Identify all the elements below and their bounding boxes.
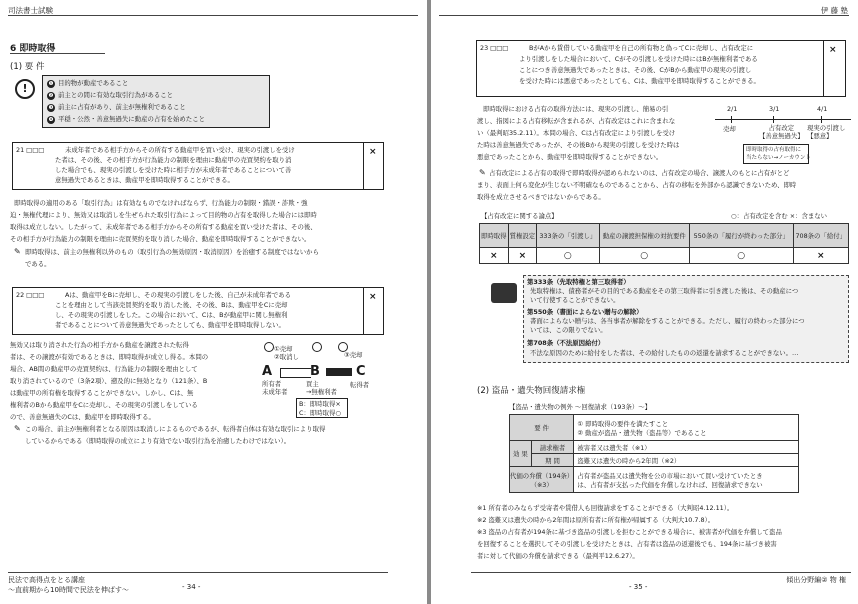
note-icon: ✎ — [479, 168, 486, 177]
left-page: 司法書士試験 6 即時取得 (1) 要 件 ! ❶ 目的物が動産であること ❷ 前主との間に有効な取引行為があること ❸ 前主に占有があり、前主が無権利であること ❹ 平穏・公然・善意無過失に動産の占有を始めたこと 21 □□□ × 未成年者である相手方からその所有する動産甲を買い受け、現実の引渡しを受け た者は、その後、その相手方が行為能力の制限を理由に動産甲の売買契約を取り消 した場合でも、現実の引渡しを受けた時に相手方が未成年者であることについて善 意無過失であるときは、動産甲を即時取得することができる。 即時取得の適用のある「取引行為」は有効なものでなければならず、行為能力の制限・錯誤・詐欺・強 迫・無権代理により、無効又は取消しを生ぜられた取引行為によって目的物の占有を取得した場合には即時 取得は成立しない。したがって、未成年者である相手方からその所有する動産を買い受けた者は、その後、 その相手方が行為能力の制限を理由に売買契約を取り消した場合、動産を即時取得することができない。 ✎ 即時取得は、前主の無権利以外のもの（取引行為の無効原因・取消原因）を治癒する制度ではないから である。 22 □□□ × Aは、動産甲をBに売却し、その現実の引渡しをした後、自己が未成年者である ことを理由として当該売買契約を取り消した後、その後、Bは、動産甲をCに売却 し、その現実の引渡しをした。この場合において、Cは、Bが動産甲に関し無権利 者であることについて善意無過失であったとしても、動産甲を即時取得しない。 無効又は取り消された行為の相手方から動産を譲渡された転得 者は、その譲渡が有効であるときは、即時取得が成立し得る。本問の 場合、AB間の動産甲の売買契約は、行為能力の制限を理由として 取り消されているので（3条2項）、遡及的に無効となり（121条）、B は動産甲の所有権を取得することができない。しかし、Cは、無 権利者のBから動産甲をCに売却し、その現実の引渡しをしている ので、善意無過失のCは、動産甲を即時取得する。 ①売却 ②取消し ③売却 A B C 所有者 未成年者 買主 →無権利者 転得者 B：即時取得× C：即時取得○ ✎ この場合、前主が無権利者となる原因は取消しによるものであるが、転得者自体は有効な取引により取得 しているからである（即時取得の成立により有効でない取引行為を治癒したわけではない）。 民法で高得点をとる講座 ～直前期から10時間で民法を伸ばす～ - 34 - — [0, 0, 427, 604]
arrow-b-c — [326, 368, 352, 376]
diagram-legend: B：即時取得× C：即時取得○ — [296, 398, 348, 418]
book-icon — [491, 283, 517, 303]
table-cell: ○ — [537, 248, 599, 264]
page-number: - 35 - — [629, 583, 648, 591]
table-cell: 被害者又は遺失者（※1） — [574, 441, 799, 454]
footnote: ※1 所有者のみならず受寄者や賃借人も回復請求をすることができる（大判昭4.12.11）。 — [477, 504, 734, 512]
article-text: 書面によらない贈与は、各当事者が解除をすることができる。ただし、履行の終わった部分につ いては、この限りでない。 — [530, 317, 805, 334]
section-title: 6 即時取得 — [10, 44, 56, 54]
requirement-item: ❶ 目的物が動産であること — [48, 79, 129, 87]
answer-mark: × — [369, 147, 377, 157]
article-reference-box — [523, 275, 849, 363]
label-a: A — [262, 364, 273, 379]
footnote: ※3 盗品の占有者が194条に基づき盗品の引渡しを拒むことができる場合に、被害者が代価を弁償して盗品 — [477, 528, 782, 536]
recovery-table: 要 件 ① 即時取得の要件を満たすこと ② 動産が盗品・遺失物（盗品等）であること 効 果 請求権者 被害者又は遺失者（※1） 期 間 盗難又は遺失の時から2年間（※2） 代価の弁償（194条） （※3） 占有者が盗品又は遺失物を公の市場において買い受けていたとき は、占有者が支払った代価を弁償しなければ、回復請求できない — [509, 414, 799, 493]
question-21-box: 21 □□□ × 未成年者である相手方からその所有する動産甲を買い受け、現実の引渡しを受け た者は、その後、その相手方が行為能力の制限を理由に動産甲の売買契約を取り消 した場合でも、現実の引渡しを受けた時に相手方が未成年者であることについて善 意無過失であるときは、動産甲を即時取得することができる。 — [12, 142, 384, 190]
requirement-item: ❷ 前主との間に有効な取引行為があること — [48, 91, 174, 99]
table-cell: ○ — [599, 248, 689, 264]
table-legend: ○：占有改定を含む ×：含まない — [731, 212, 828, 220]
article-title: 第333条（先取特権と第三取得者） — [527, 278, 630, 286]
header-right: 伊 藤 塾 — [820, 6, 848, 15]
explanation-text: 即時取得の適用のある「取引行為」は有効なものでなければならず、行為能力の制限・錯誤・詐欺・強 — [14, 199, 308, 207]
timeline-diagram: 2/1 3/1 4/1 売却 占有改定 【善意無過失】 現実の引渡し 【悪意】 即時取得の占有取得に 当たらない→ノーカウント — [713, 104, 855, 168]
page-number: - 34 - — [182, 583, 201, 591]
table2-title: 【盗品・遺失物の例外 ～回復請求（193条）～】 — [509, 403, 652, 411]
footnote: を回復することを選択してその引渡しを受けたときは、占有者は盗品の返還後でも、194条に基づき被害 — [477, 540, 777, 548]
requirement-item: ❹ 平穏・公然・善意無過失に動産の占有を始めたこと — [48, 115, 205, 123]
table-cell: 盗難又は遺失の時から2年間（※2） — [574, 454, 799, 467]
question-label: 21 □□□ — [16, 146, 45, 154]
requirements-box — [42, 75, 270, 128]
label-b: B — [310, 364, 320, 379]
arrow-a-b — [280, 368, 311, 378]
timeline-note: 即時取得の占有取得に 当たらない→ノーカウント — [743, 144, 809, 164]
note-text: 占有改定による占有の取得で即時取得が認められないのは、占有改定の場合、譲渡人のもとに占有がとど — [489, 169, 790, 177]
explanation-text: 即時取得における占有の取得方法には、現実の引渡し、簡易の引 — [483, 105, 669, 113]
article-text: 不法な原因のために給付をした者は、その給付したものの返還を請求することができない。… — [530, 349, 799, 357]
subsection-title: (1) 要 件 — [10, 62, 45, 72]
note-text: 即時取得は、前主の無権利以外のもの（取引行為の無効原因・取消原因）を治癒する制度ではないから — [25, 248, 319, 256]
table-header: 請求権者 — [531, 441, 574, 454]
table-cell: × — [480, 248, 509, 264]
article-text: 先取特権は、債務者がその目的である動産をその第三取得者に引き渡した後は、その動産につ いて行使することができない。 — [530, 287, 799, 304]
transfer-diagram: ①売却 ②取消し ③売却 A B C 所有者 未成年者 買主 →無権利者 転得者 B：即時取得× C：即時取得○ — [262, 340, 392, 420]
table-header: 333条の「引渡し」 — [537, 224, 599, 248]
footer-course: 民法で高得点をとる講座 — [8, 576, 85, 584]
table-header: 期 間 — [531, 454, 574, 467]
table-cell: × — [793, 248, 849, 264]
table-header: 動産の譲渡担保権の対抗要件 — [599, 224, 689, 248]
question-22-box: 22 □□□ × Aは、動産甲をBに売却し、その現実の引渡しをした後、自己が未成年者である ことを理由として当該売買契約を取り消した後、その後、Bは、動産甲をCに売却 し、その現実の引渡しをした。この場合において、Cは、Bが動産甲に関し無権利 者であることについて善意無過失であったとしても、動産甲を即時取得しない。 — [12, 287, 384, 335]
table-header: 708条の「給付」 — [793, 224, 849, 248]
answer-mark: × — [829, 45, 837, 55]
footnote: ※2 盗難又は遺失の時から2年間は原所有者に所有権が帰属する（大判大10.7.8）。 — [477, 516, 715, 524]
person-a-icon — [264, 342, 274, 352]
requirement-item: ❸ 前主に占有があり、前主が無権利であること — [48, 103, 186, 111]
table-title: 【占有改定に関する論点】 — [481, 212, 558, 220]
explanation-text: 無効又は取り消された行為の相手方から動産を譲渡された転得 — [10, 341, 189, 349]
label-c: C — [356, 364, 366, 379]
exclamation-icon: ! — [15, 79, 35, 99]
table-header: 550条の「履行が終わった部分」 — [689, 224, 793, 248]
table-header: 即時取得 — [480, 224, 509, 248]
possession-table — [479, 223, 849, 264]
note-text: この場合、前主が無権利者となる原因は取消しによるものであるが、転得者自体は有効な取引により取得 — [25, 425, 326, 433]
footer-subtitle: ～直前期から10時間で民法を伸ばす～ — [8, 586, 129, 594]
note-icon: ✎ — [14, 424, 21, 433]
table-cell: 占有者が盗品又は遺失物を公の市場において買い受けていたとき は、占有者が支払った代価を弁償しなければ、回復請求できない — [574, 467, 799, 493]
table-header: 質権設定 — [508, 224, 537, 248]
table-header: 代価の弁償（194条） （※3） — [510, 467, 574, 493]
subsection-title: (2) 盗品・遺失物回復請求権 — [477, 386, 586, 396]
question-label: 22 □□□ — [16, 291, 45, 299]
table-cell: ○ — [689, 248, 793, 264]
answer-mark: × — [369, 292, 377, 302]
person-c-icon — [338, 342, 348, 352]
right-page: 伊 藤 塾 23 □□□ × BがAから賃借している動産甲を自己の所有物と偽ってCに売却し、占有改定に より引渡しをした場合において、Cがその引渡しを受けた時にはBが無権利者である ことにつき善意無過失であったときは、その後、CがBから動産甲の現実の引渡し を受けた時には悪意であったとしても、Cは、動産甲を即時取得することができる。 即時取得における占有の取得方法には、現実の引渡し、簡易の引 渡し、指図による占有移転が含まれるが、占有改定はこれに含まれな い（最判昭35.2.11）。本問の場合、Cは占有改定により引渡しを受け た時は善意無過失であったが、その後Bから現実の引渡しを受けた時は 悪意であったことから、動産甲を即時取得することができない。 2/1 3/1 4/1 売却 占有改定 【善意無過失】 現実の引渡し 【悪意】 即時取得の占有取得に 当たらない→ノーカウント ✎ 占有改定による占有の取得で即時取得が認められないのは、占有改定の場合、譲渡人のもとに占有がとど まり、表面上何ら変化が生じない不明確なものであることから、占有の移転を外部から認識できないため、即時 取得を成立させるべきではないからである。 【占有改定に関する論点】 ○：占有改定を含む ×：含まない 即時取得 質権設定 333条の「引渡し」 動産の譲渡担保権の対抗要件 550条の「履行が終わった部分」 708条の「給付」 × × ○ ○ ○ × 第333条（先取特権と第三取得者） 先取特権は、債務者がその目的である動産をその第三取得者に引き渡した後は、その動産につ いて行使することができない。 第550条（書面によらない贈与の解除） 書面によらない贈与は、各当事者が解除をすることができる。ただし、履行の終わった部分につ いては、この限りでない。 第708条（不法原因給付） 不法な原因のために給付をした者は、その給付したものの返還を請求することができない。… (2) 盗品・遺失物回復請求権 【盗品・遺失物の例外 ～回復請求（193条）～】 要 件 ① 即時取得の要件を満たすこと ② 動産が盗品・遺失物（盗品等）であること 効 果 請求権者 被害者又は遺失者（※1） 期 間 盗難又は遺失の時から2年間（※2） 代価の弁償（194条） （※3） 占有者が盗品又は遺失物を公の市場において買い受けていたとき は、占有者が支払った代価を弁償しなければ、回復請求できない ※1 所有者のみならず受寄者や賃借人も回復請求をすることができる（大判昭4.12.11）。 ※2 盗難又は遺失の時から2年間は原所有者に所有権が帰属する（大判大10.7.8）。 ※3 盗品の占有者が194条に基づき盗品の引渡しを拒むことができる場合に、被害者が代価を弁償して盗品 を回復することを選択してその引渡しを受けたときは、占有者は盗品の返還後でも、194条に基づき被害 者に対して代価の弁償を請求できる（最判平12.6.27）。 - 35 - 傾出分野編② 物 権 — [431, 0, 858, 604]
table-header: 効 果 — [510, 441, 532, 467]
question-label: 23 □□□ — [480, 44, 509, 52]
table-header: 要 件 — [510, 415, 574, 441]
table-cell: × — [508, 248, 537, 264]
footnote: 者に対して代価の弁償を請求できる（最判平12.6.27）。 — [477, 552, 639, 560]
person-b-icon — [312, 342, 322, 352]
note-icon: ✎ — [14, 247, 21, 256]
footer-chapter: 傾出分野編② 物 権 — [786, 576, 846, 584]
article-title: 第708条（不法原因給付） — [527, 339, 605, 347]
article-title: 第550条（書面によらない贈与の解除） — [527, 308, 643, 316]
question-23-box: 23 □□□ × BがAから賃借している動産甲を自己の所有物と偽ってCに売却し、占有改定に より引渡しをした場合において、Cがその引渡しを受けた時にはBが無権利者である ことにつき善意無過失であったときは、その後、CがBから動産甲の現実の引渡し を受けた時には悪意であったとしても、Cは、動産甲を即時取得することができる。 — [476, 40, 846, 97]
header-left: 司法書士試験 — [8, 6, 53, 15]
